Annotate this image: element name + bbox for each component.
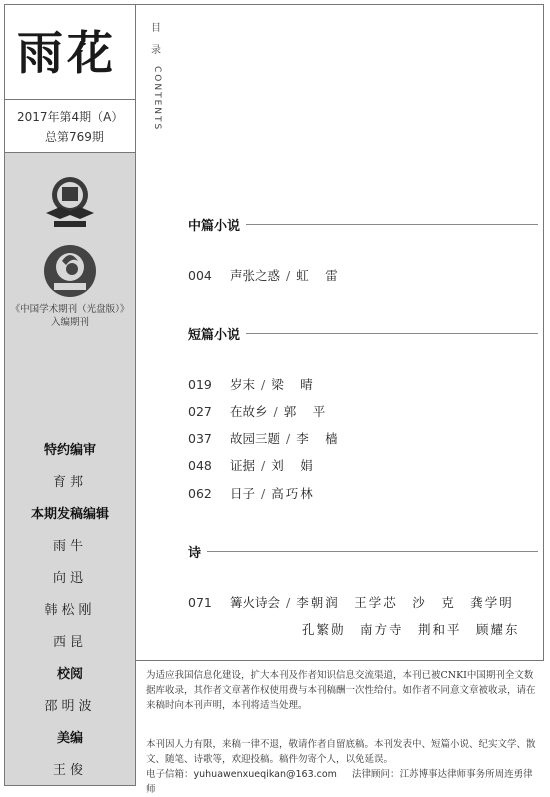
left-column	[5, 5, 136, 785]
toc-label-en: CONTENTS	[152, 66, 162, 132]
entry-title: 故园三题	[230, 431, 281, 446]
email-label: 电子信箱：	[146, 769, 194, 780]
entry-title: 在故乡	[230, 404, 268, 419]
toc-entry[interactable]	[188, 485, 315, 503]
entry-slash: /	[286, 431, 291, 446]
toc-label-cn-1: 目	[151, 23, 161, 34]
section-title: 短篇小说	[188, 324, 246, 343]
entry-slash: /	[261, 458, 266, 473]
entry-title: 篝火诗会	[230, 595, 281, 610]
cnki-note-line1: 《中国学术期刊（光盘版）》	[10, 304, 130, 315]
editor-name: 向迅	[52, 571, 87, 586]
editor-name: 雨牛	[52, 539, 87, 554]
toc-label-cn-2: 录	[151, 45, 161, 56]
entry-slash: /	[286, 268, 291, 283]
section-novella	[188, 215, 538, 234]
art-editor-role: 美编	[56, 731, 83, 746]
contact-line	[146, 767, 538, 797]
entry-page: 071	[188, 595, 212, 610]
entry-author: 虹 雷	[296, 268, 340, 283]
entry-slash: /	[273, 404, 278, 419]
entry-page: 037	[188, 431, 212, 446]
toc-entry[interactable]	[188, 457, 315, 475]
staff-list	[5, 435, 135, 787]
chief-editor-role: 特约编审	[43, 443, 96, 458]
section-short-stories	[188, 324, 538, 343]
proofreader-role: 校阅	[56, 667, 83, 682]
section-rule	[188, 551, 538, 552]
quality-seal-icon	[42, 243, 98, 299]
entry-title: 岁末	[230, 377, 256, 392]
toc-label	[150, 22, 162, 131]
entry-author: 高巧林	[271, 486, 315, 501]
entry-author: 李 樯	[296, 431, 340, 446]
entry-page: 004	[188, 268, 212, 283]
lawyer-label: 法律顾问：	[352, 769, 400, 780]
entry-page: 027	[188, 404, 212, 419]
entry-slash: /	[286, 595, 291, 610]
editors-role: 本期发稿编辑	[30, 507, 109, 522]
entry-author-line2: 孔繁勋 南方寺 荆和平 顾耀东	[302, 622, 520, 637]
editor-name: 韩松刚	[44, 603, 96, 618]
entry-page: 048	[188, 458, 212, 473]
lawyer-name: 江苏博事达律师事务所周连勇律师	[146, 769, 533, 795]
entry-author: 郭 平	[283, 404, 328, 419]
entry-page: 062	[188, 486, 212, 501]
entry-slash: /	[261, 486, 266, 501]
issue-number: 2017年第4期（A）	[17, 110, 124, 124]
email-address[interactable]: yuhuawenxueqikan@163.com	[193, 769, 337, 780]
section-title: 中篇小说	[188, 215, 246, 234]
entry-title: 日子	[230, 486, 256, 501]
total-issue-number: 总第769期	[45, 130, 104, 144]
entry-page: 019	[188, 377, 212, 392]
entry-author: 李朝润 王学芯 沙 克 龚学明	[296, 595, 514, 610]
issue-info	[5, 100, 135, 153]
section-poetry	[188, 542, 538, 561]
notice-paragraph-2: 本刊因人力有限，来稿一律不退，敬请作者自留底稿。本刊发表中、短篇小说、纪实文学、散文、随笔、诗歌等，欢迎投稿。稿件勿寄个人，以免延误。	[146, 739, 536, 765]
toc-entry[interactable]	[188, 267, 340, 285]
copyright-notice	[136, 660, 544, 795]
entry-author: 梁 晴	[271, 377, 315, 392]
section-title: 诗	[188, 542, 207, 561]
cnki-note-line2: 入编期刊	[50, 317, 89, 328]
toc-entry[interactable]	[188, 376, 315, 394]
toc-entry[interactable]	[188, 430, 340, 448]
chief-editor-name: 育邦	[52, 475, 87, 490]
proofreader-name: 邵明波	[44, 699, 96, 714]
art-editor-name: 王俊	[52, 763, 87, 778]
entry-slash: /	[261, 377, 266, 392]
cnki-note	[5, 303, 135, 329]
award-emblem-icon	[40, 173, 100, 233]
toc-entry[interactable]	[188, 594, 514, 612]
editor-name: 西昆	[52, 635, 87, 650]
entry-author: 刘 娟	[271, 458, 315, 473]
magazine-title: 雨花	[17, 26, 117, 80]
entry-title: 声张之惑	[230, 268, 281, 283]
toc-entry[interactable]	[188, 403, 327, 421]
masthead	[5, 5, 135, 100]
notice-paragraph-1: 为适应我国信息化建设，扩大本刊及作者知识信息交流渠道，本刊已被CNKI中国期刊全文数据库收录，其作者文章著作权使用费与本刊稿酬一次性给付。如作者不同意文章被收录，请在来稿时向本刊声明，本刊将适当处理。	[146, 670, 536, 711]
entry-title: 证据	[230, 458, 256, 473]
